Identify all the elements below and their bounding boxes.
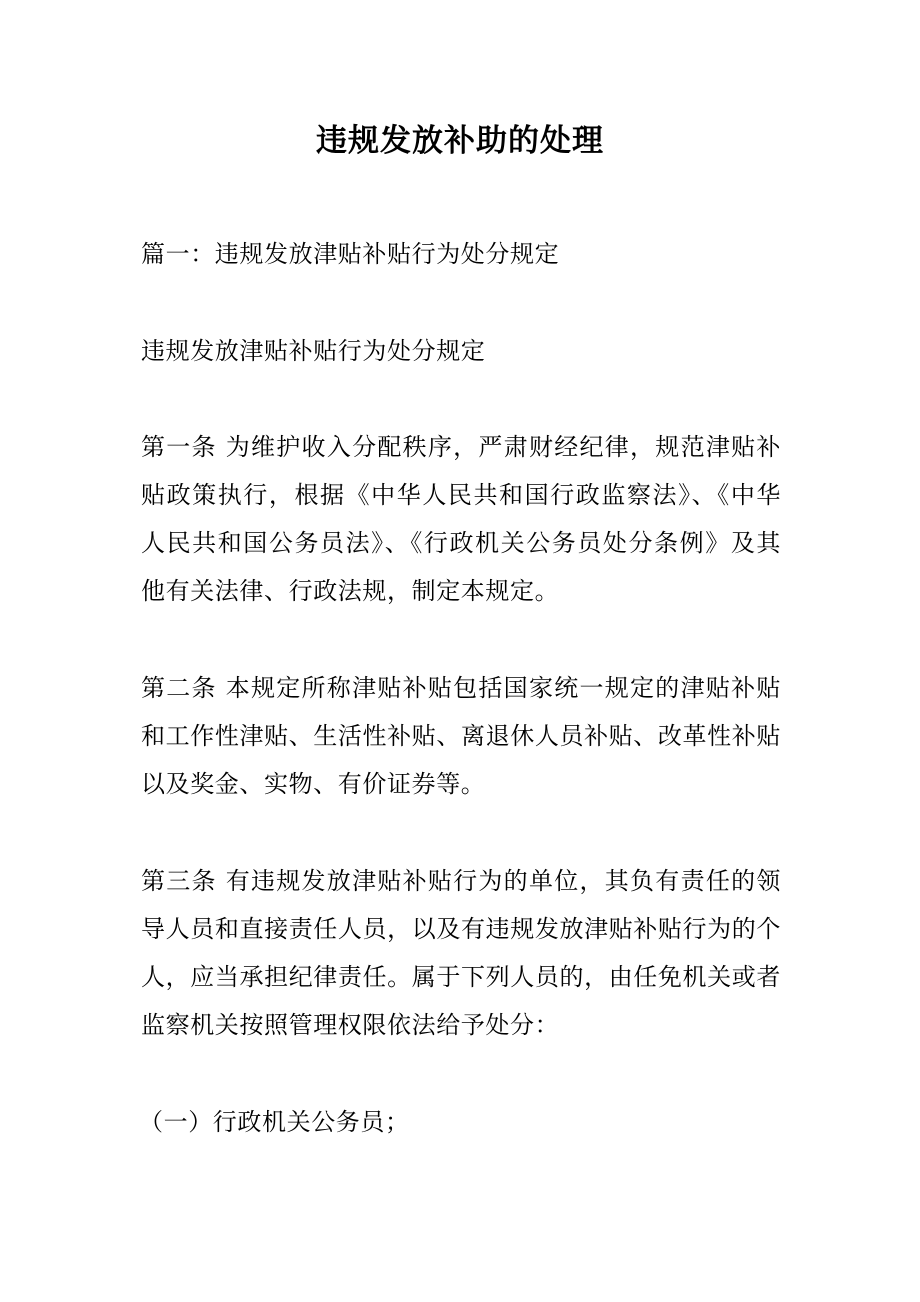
article-3-paragraph: 第三条 有违规发放津贴补贴行为的单位，其负有责任的领导人员和直接责任人员，以及有违规发放津贴补贴行为的个人，应当承担纪律责任。属于下列人员的，由任免机关或者监察机关按照管理权限依法给予处分：	[141, 867, 781, 1039]
section-heading: 篇一：违规发放津贴补贴行为处分规定	[141, 240, 560, 268]
article-2-paragraph: 第二条 本规定所称津贴补贴包括国家统一规定的津贴补贴和工作性津贴、生活性补贴、离退休人员补贴、改革性补贴以及奖金、实物、有价证券等。	[141, 674, 781, 798]
document-title: 违规发放补助的处理	[316, 123, 604, 159]
article-1-paragraph: 第一条 为维护收入分配秩序，严肃财经纪律，规范津贴补贴政策执行，根据《中华人民共和国行政监察法》、《中华人民共和国公务员法》、《行政机关公务员处分条例》及其他有关法律、行政法规，制定本规定。	[141, 433, 781, 605]
regulation-title: 违规发放津贴补贴行为处分规定	[141, 337, 486, 365]
list-item: （一）行政机关公务员；	[139, 1108, 410, 1136]
